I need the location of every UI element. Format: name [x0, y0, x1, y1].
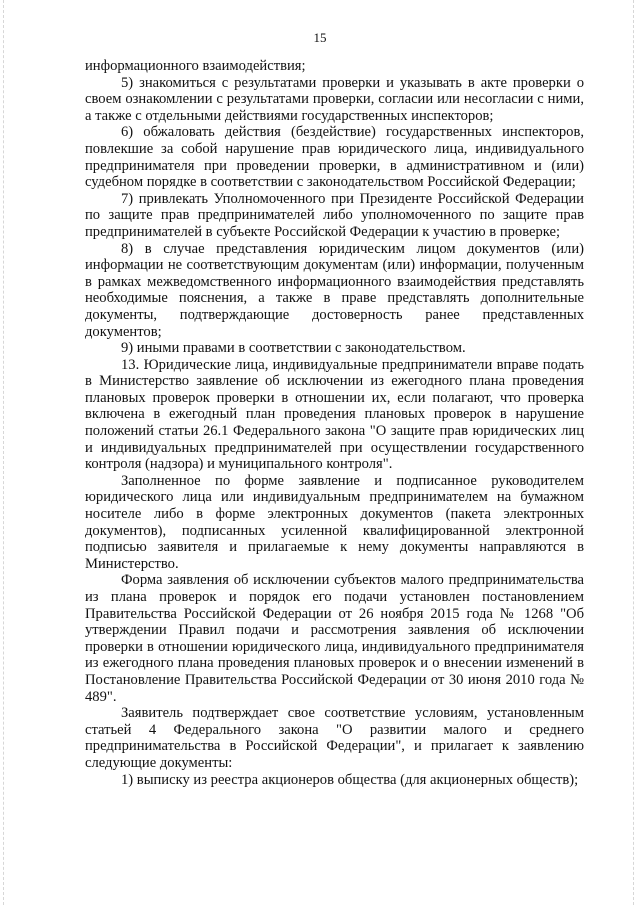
paragraph-document-list-item-1: 1) выписку из реестра акционеров общества (для акционерных обществ);	[121, 771, 579, 788]
paragraph-applicant-confirmation: Заявитель подтверждает свое соответствие условиям, установленным статьей 4 Федерального закона "О развитии малого и среднего предпринимательства в Российской Федерации", и прилагает к заявлению следующие документы:	[85, 705, 584, 771]
paragraph-section-13: 13. Юридические лица, индивидуальные предприниматели вправе подать в Министерство заявление об исключении из ежегодного плана проведения плановых проверок проверки в отношении их, если полагают, что проверка включена в ежегодный план проведения плановых проверок в нарушение положений статьи 26.1 Федерального закона "О защите прав юридических лиц и индивидуальных предпринимателей при осуществлении государственного контроля (надзора) и муниципального контроля".	[85, 356, 584, 473]
scan-left-edge	[3, 0, 4, 905]
paragraph-item-9: 9) иными правами в соответствии с законодательством.	[121, 340, 466, 357]
paragraph-item-8: 8) в случае представления юридическим лицом документов (или) информации не соответствующим документам (или) информации, полученным в рамках межведомственного информационного взаимодействия представлять необходимые пояснения, а также в праве представлять дополнительные документы, подтверждающие достоверность ранее представленных документов;	[85, 240, 584, 340]
paragraph-application-submission: Заполненное по форме заявление и подписанное руководителем юридического лица или индивидуальным предпринимателем на бумажном носителе либо в форме электронных документов (пакета электронных документов), подписанных усиленной квалифицированной электронной подписью заявителя и прилагаемые к нему документы направляются в Министерство.	[85, 472, 584, 572]
paragraph-item-5: 5) знакомиться с результатами проверки и указывать в акте проверки о своем ознакомлении с результатами проверки, согласии или несогласии с ними, а также с отдельными действиями государственных инспекторов;	[85, 74, 584, 124]
paragraph-application-form: Форма заявления об исключении субъектов малого предпринимательства из плана проверок и порядок его подачи установлен постановлением Правительства Российской Федерации от 26 ноября 2015 года № 1268 "Об утверждении Правил подачи и рассмотрения заявления об исключении проверки в отношении юридического лица, индивидуального предпринимателя из ежегодного плана проведения плановых проверок и о внесении изменений в Постановление Правительства Российской Федерации от 30 июня 2010 года № 489".	[85, 572, 584, 705]
paragraph-item-7: 7) привлекать Уполномоченного при Президенте Российской Федерации по защите прав предпринимателей либо уполномоченного по защите прав предпринимателей в субъекте Российской Федерации к участию в проверке;	[85, 190, 584, 240]
paragraph-item-6: 6) обжаловать действия (бездействие) государственных инспекторов, повлекшие за собой нарушение прав юридического лица, индивидуального предпринимателя при проведении проверки, в административном и (или) судебном порядке в соответствии с законодательством Российской Федерации;	[85, 124, 584, 191]
page-number: 15	[313, 30, 327, 45]
paragraph-continuation: информационного взаимодействия;	[85, 58, 306, 74]
scan-right-edge	[633, 0, 634, 905]
document-body	[85, 58, 584, 788]
